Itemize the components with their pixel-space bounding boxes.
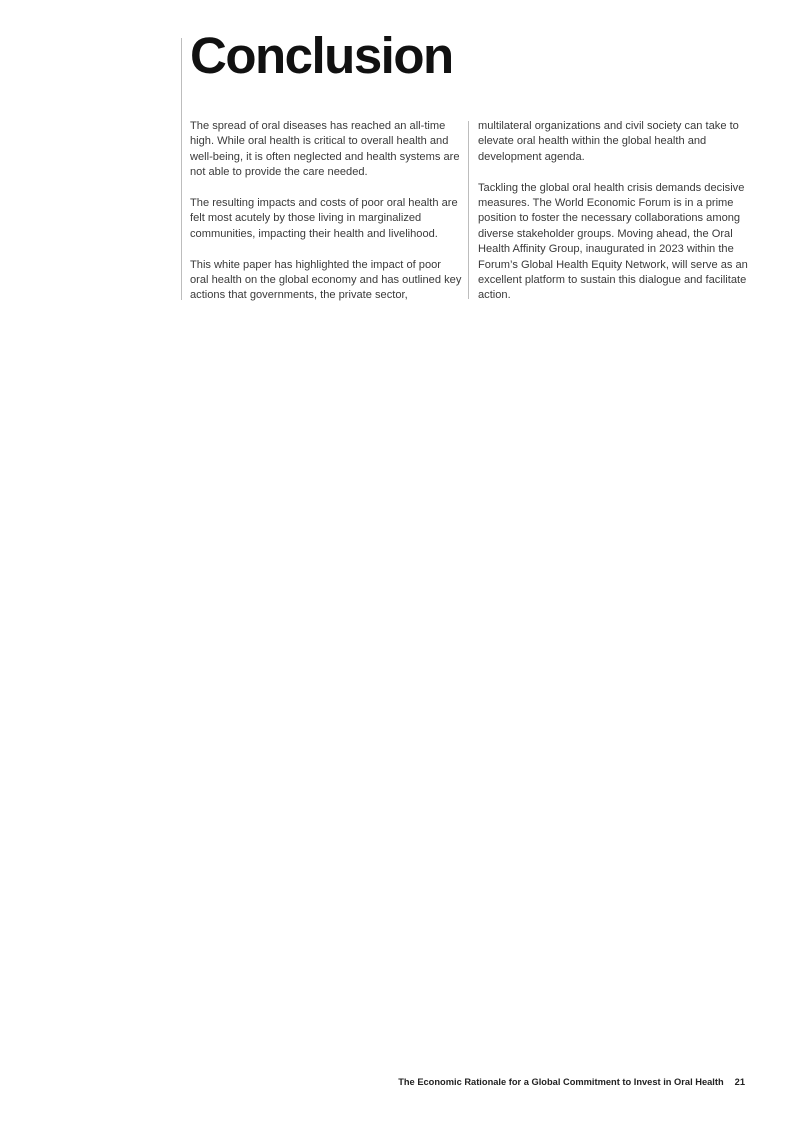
page-footer <box>398 1077 745 1087</box>
left-text-column <box>190 119 462 319</box>
right-text-column <box>478 119 750 319</box>
paragraph: The resulting impacts and costs of poor oral health are felt most acutely by those living in marginalized communities, impacting their health and livelihood. <box>190 197 458 240</box>
paragraph: The spread of oral diseases has reached an all-time high. While oral health is critical to overall health and well-being, it is often neglected and health systems are not able to provide the care needed. <box>190 120 460 179</box>
footer-document-title: The Economic Rationale for a Global Commitment to Invest in Oral Health <box>398 1077 724 1087</box>
title-vertical-rule <box>181 38 182 300</box>
paragraph: This white paper has highlighted the impact of poor oral health on the global economy and has outlined key actions that governments, the private sector, <box>190 258 462 302</box>
page-title: Conclusion <box>190 27 453 84</box>
page-number: 21 <box>734 1077 745 1087</box>
paragraph: multilateral organizations and civil society can take to elevate oral health within the global health and development agenda. <box>478 120 739 163</box>
paragraph: Tackling the global oral health crisis demands decisive measures. The World Economic Forum is in a prime position to foster the necessary collaborations among diverse stakeholder groups. Moving ahead, the Oral Health Affinity Group, inaugurated in 2023 within the Forum’s Global Health Equity Network, will serve as an excellent platform to sustain this dialogue and facilitate action. <box>478 181 748 302</box>
column-divider <box>468 121 469 299</box>
